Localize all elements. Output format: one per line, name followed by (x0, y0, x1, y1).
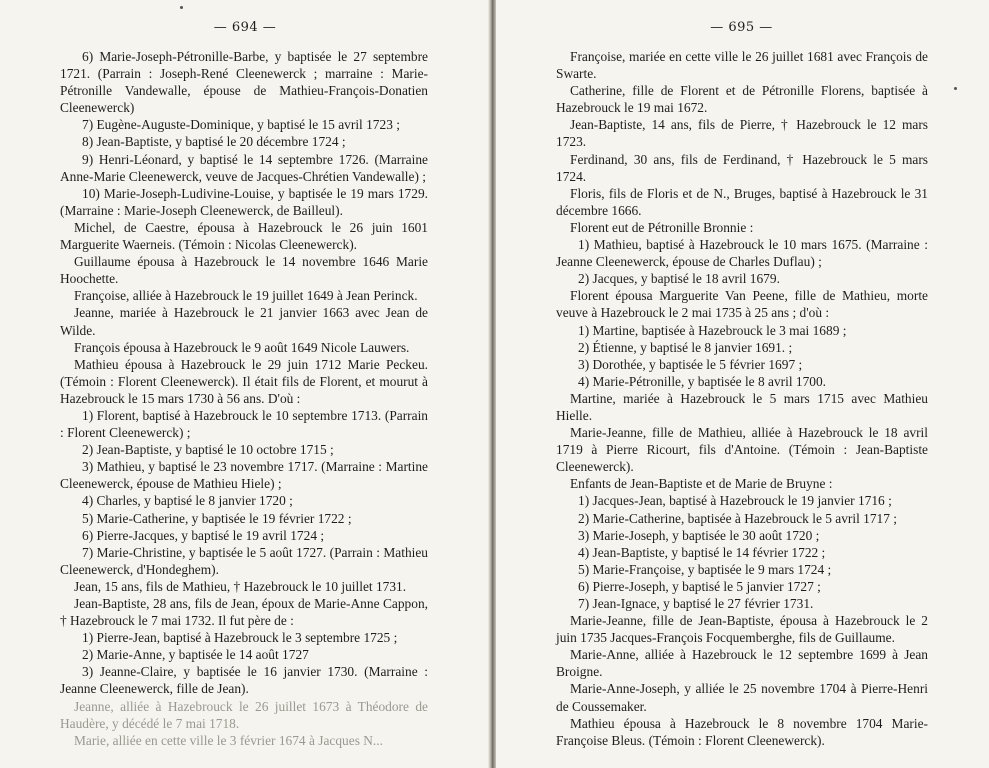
paragraph: 2) Jean-Baptiste, y baptisé le 10 octobre 1715 ; (82, 442, 334, 458)
ink-speck (180, 6, 183, 9)
paragraph: Jean, 15 ans, fils de Mathieu, † Hazebrouck le 10 juillet 1731. (74, 578, 407, 594)
paragraph: 6) Pierre-Jacques, y baptisé le 19 avril 1724 ; (82, 527, 325, 543)
paragraph: 2) Étienne, y baptisé le 8 janvier 1691. ; (578, 339, 793, 355)
paragraph: Jeanne, alliée à Hazebrouck le 26 juillet 1673 à Théodore de Haudère, y décédé le 7 mai 1718. (60, 698, 428, 731)
paragraph: Marie-Anne-Joseph, y alliée le 25 novembre 1704 à Pierre-Henri de Coussemaker. (556, 681, 928, 714)
paragraph: Marie, alliée en cette ville le 3 février 1674 à Jacques N... (74, 732, 383, 748)
paragraph: 2) Jacques, y baptisé le 18 avril 1679. (578, 271, 780, 287)
paragraph: 4) Charles, y baptisé le 8 janvier 1720 ; (82, 493, 293, 509)
paragraph: 4) Marie-Pétronille, y baptisée le 8 avril 1700. (578, 373, 827, 389)
paragraph: Françoise, mariée en cette ville le 26 juillet 1681 avec François de Swarte. (556, 49, 928, 82)
paragraph: Marie-Jeanne, fille de Jean-Baptiste, épousa à Hazebrouck le 2 juin 1735 Jacques-François Focquemberghe, fils de Guillaume. (556, 613, 928, 646)
paragraph: Michel, de Caestre, épousa à Hazebrouck le 26 juin 1601 Marguerite Waerneis. (Témoin : Nicolas Cleenewerck). (60, 219, 428, 253)
paragraph: 3) Jeanne-Claire, y baptisée le 16 janvier 1730. (Marraine : Jeanne Cleenewerck, fille de Jean). (60, 664, 428, 697)
paragraph: Mathieu épousa à Hazebrouck le 29 juin 1712 Marie Peckeu. (Témoin : Florent Cleenewerck). Il était fils de Florent, et mourut à Hazebrouck le 15 mars 1730 à 56 ans. D'où : (60, 356, 428, 406)
paragraph: 7) Jean-Ignace, y baptisé le 27 février 1731. (578, 596, 814, 611)
paragraph: 2) Marie-Catherine, baptisée à Hazebrouck le 5 avril 1717 ; (578, 510, 898, 526)
paragraph: Martine, mariée à Hazebrouck le 5 mars 1715 avec Mathieu Hielle. (556, 390, 928, 423)
paragraph: 5) Marie-Françoise, y baptisée le 9 mars 1724 ; (578, 561, 832, 577)
paragraph: Jean-Baptiste, 14 ans, fils de Pierre, † Hazebrouck le 12 mars 1723. (556, 117, 928, 150)
paragraph: Jean-Baptiste, 28 ans, fils de Jean, époux de Marie-Anne Cappon, † Hazebrouck le 7 mai 1732. Il fut père de : (60, 596, 428, 629)
right-page (494, 0, 989, 768)
paragraph: Françoise, alliée à Hazebrouck le 19 juillet 1649 à Jean Perinck. (74, 288, 418, 304)
page-number-left: — 694 — (213, 20, 277, 35)
paragraph: 8) Jean-Baptiste, y baptisé le 20 décembre 1724 ; (82, 134, 346, 150)
paragraph: Guillaume épousa à Hazebrouck le 14 novembre 1646 Marie Hoochette. (60, 254, 428, 287)
paragraph: 1) Jacques-Jean, baptisé à Hazebrouck le 19 janvier 1716 ; (578, 493, 892, 509)
paragraph: 1) Pierre-Jean, baptisé à Hazebrouck le 3 septembre 1725 ; (82, 630, 398, 646)
paragraph: 3) Mathieu, y baptisé le 23 novembre 1717. (Marraine : Martine Cleenewerck, épouse de Mathieu Hiele) ; (60, 459, 428, 492)
paragraph: Ferdinand, 30 ans, fils de Ferdinand, † Hazebrouck le 5 mars 1724. (556, 151, 928, 184)
paragraph: Catherine, fille de Florent et de Pétronille Florens, baptisée à Hazebrouck le 19 mai 1672. (556, 83, 928, 116)
paragraph: Mathieu épousa à Hazebrouck le 8 novembre 1704 Marie-Françoise Bleus. (Témoin : Florent Cleenewerck). (556, 715, 928, 748)
paragraph: 1) Martine, baptisée à Hazebrouck le 3 mai 1689 ; (578, 322, 847, 338)
paragraph: Florent eut de Pétronille Bronnie : (570, 219, 754, 235)
paragraph: 1) Mathieu, baptisé à Hazebrouck le 10 mars 1675. (Marraine : Jeanne Cleenewerck, épouse de Charles Duflau) ; (556, 237, 928, 270)
paragraph: Enfants de Jean-Baptiste et de Marie de Bruyne : (570, 476, 833, 492)
paragraph: Florent épousa Marguerite Van Peene, fille de Mathieu, morte veuve à Hazebrouck le 2 mai 1735 à 25 ans ; d'où : (556, 288, 928, 321)
paragraph: Floris, fils de Floris et de N., Bruges, baptisé à Hazebrouck le 31 décembre 1666. (556, 185, 928, 218)
page-number-right: — 695 — (710, 20, 773, 35)
left-page-text (60, 48, 428, 749)
paragraph: 7) Eugène-Auguste-Dominique, y baptisé le 15 avril 1723 ; (82, 117, 400, 133)
paragraph: François épousa à Hazebrouck le 9 août 1649 Nicole Lauwers. (74, 339, 410, 355)
paragraph: Marie-Anne, alliée à Hazebrouck le 12 septembre 1699 à Jean Broigne. (556, 647, 928, 680)
paragraph: 2) Marie-Anne, y baptisée le 14 août 1727 (82, 647, 309, 663)
paragraph: 6) Pierre-Joseph, y baptisé le 5 janvier 1727 ; (578, 578, 821, 594)
paragraph: 9) Henri-Léonard, y baptisé le 14 septembre 1726. (Marraine Anne-Marie Cleenewerck, veuve de Jacques-Chrétien Vandewalle) ; (60, 151, 428, 184)
paragraph: 4) Jean-Baptiste, y baptisé le 14 février 1722 ; (578, 544, 826, 560)
paragraph: 3) Marie-Joseph, y baptisée le 30 août 1720 ; (578, 527, 820, 543)
paragraph: 6) Marie-Joseph-Pétronille-Barbe, y baptisée le 27 septembre 1721. (Parrain : Joseph-René Cleenewerck ; marraine : Marie-Pétronille Vandewalle, épouse de Mathieu-François-Donatien Cleenewerck) (60, 49, 428, 116)
paragraph: 7) Marie-Christine, y baptisée le 5 août 1727. (Parrain : Mathieu Cleenewerck, d'Hondeghem). (60, 544, 428, 577)
paragraph: 5) Marie-Catherine, y baptisée le 19 février 1722 ; (82, 510, 352, 526)
left-page (0, 0, 490, 768)
right-page-text (556, 48, 928, 749)
paragraph: 10) Marie-Joseph-Ludivine-Louise, y baptisée le 19 mars 1729. (Marraine : Marie-Joseph Cleenewerck, de Bailleul). (60, 185, 428, 218)
paragraph: 3) Dorothée, y baptisée le 5 février 1697 ; (578, 356, 803, 372)
paragraph: 1) Florent, baptisé à Hazebrouck le 10 septembre 1713. (Parrain : Florent Cleenewerck) ; (60, 407, 428, 441)
paragraph: Marie-Jeanne, fille de Mathieu, alliée à Hazebrouck le 18 avril 1719 à Pierre Ricourt, fils d'Antoine. (Témoin : Jean-Baptiste Cleenewerck). (556, 425, 928, 475)
paragraph: Jeanne, mariée à Hazebrouck le 21 janvier 1663 avec Jean de Wilde. (60, 305, 428, 338)
ink-speck (954, 87, 957, 90)
